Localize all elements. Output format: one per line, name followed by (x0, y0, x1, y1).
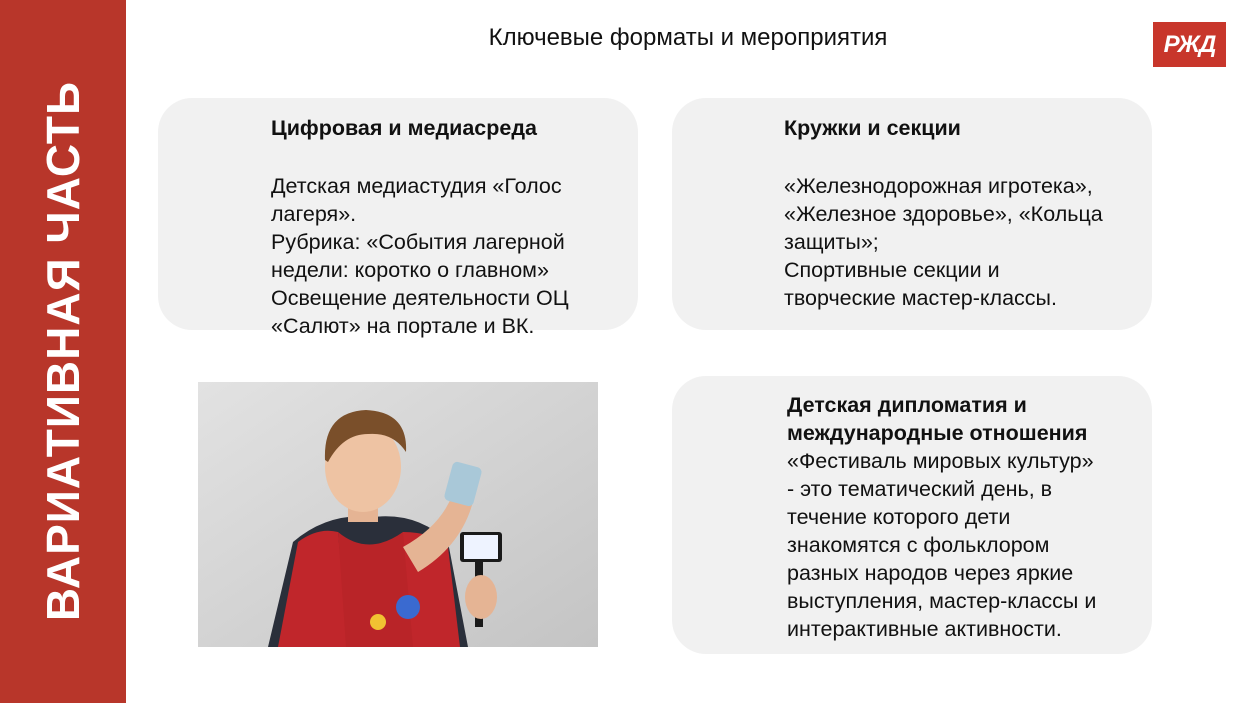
card-line: Освещение деятельности ОЦ (271, 286, 569, 310)
card-line: выступления, мастер-классы и (787, 589, 1097, 613)
card-line: недели: коротко о главном» (271, 258, 549, 282)
card-line: Детская медиастудия «Голос (271, 174, 562, 198)
rzd-logo (1153, 22, 1226, 67)
card-line: «Салют» на портале и ВК. (271, 314, 535, 338)
photo-illustration (198, 382, 598, 647)
card-line: творческие мастер-классы. (784, 286, 1057, 310)
card-line: защиты»; (784, 230, 879, 254)
sidebar (0, 0, 126, 703)
card-heading: Цифровая и медиасреда (271, 116, 537, 140)
sidebar-label: ВАРИАТИВНАЯ ЧАСТЬ (37, 80, 89, 622)
card-children-diplomacy-text (787, 391, 1147, 643)
card-line: лагеря». (271, 202, 357, 226)
photo-teen-with-phone (198, 382, 598, 647)
card-line: Спортивные секции и (784, 258, 1000, 282)
card-line: течение которого дети (787, 505, 1011, 529)
card-line: Рубрика: «События лагерной (271, 230, 565, 254)
card-line: «Железнодорожная игротека», (784, 174, 1093, 198)
card-digital-media-text (271, 114, 631, 340)
card-clubs-sections-text (784, 114, 1144, 312)
card-line: разных народов через яркие (787, 561, 1074, 585)
card-heading: международные отношения (787, 421, 1088, 445)
card-line: - это тематический день, в (787, 477, 1053, 501)
card-line: интерактивные активности. (787, 617, 1062, 641)
logo-text: РЖД (1163, 30, 1216, 58)
card-line: «Фестиваль мировых культур» (787, 449, 1094, 473)
card-heading: Детская дипломатия и (787, 393, 1027, 417)
page-title: Ключевые форматы и мероприятия (488, 24, 888, 51)
card-line: знакомятся с фольклором (787, 533, 1050, 557)
card-line: «Железное здоровье», «Кольца (784, 202, 1103, 226)
card-heading: Кружки и секции (784, 116, 961, 140)
